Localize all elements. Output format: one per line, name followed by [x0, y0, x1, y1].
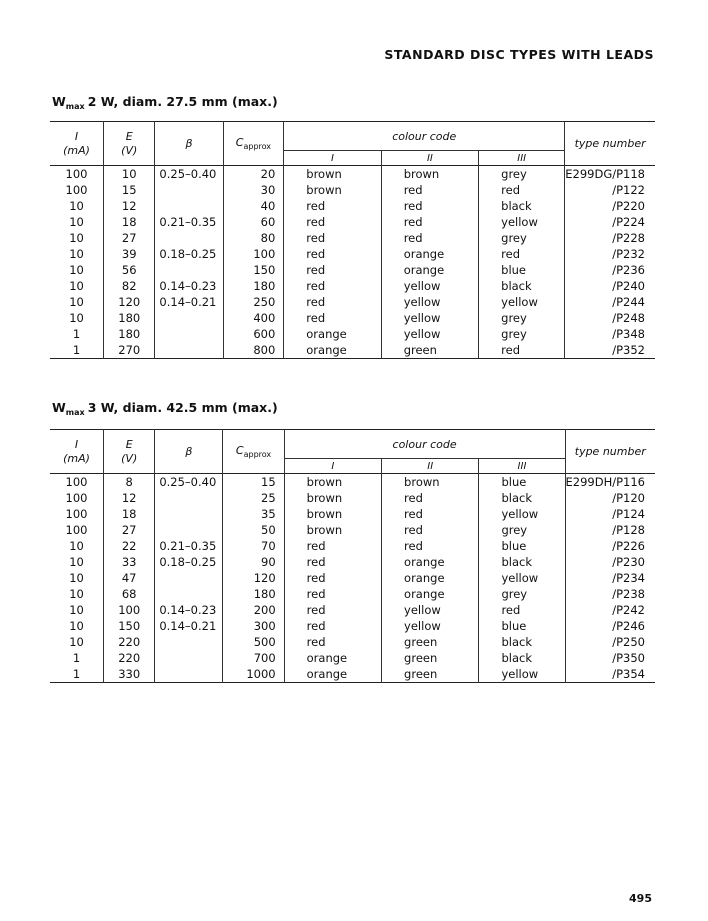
- cell-colour-2: yellow: [381, 310, 478, 326]
- cell-voltage: 15: [104, 182, 155, 198]
- cell-beta: 0.14–0.23: [155, 602, 223, 618]
- cell-voltage: 330: [104, 666, 155, 683]
- cell-current: 1: [50, 666, 104, 683]
- col-i-header: [50, 430, 104, 474]
- table-row: [50, 342, 655, 359]
- cell-voltage: 27: [104, 230, 155, 246]
- table2-title-w: W: [52, 400, 66, 415]
- cell-capacitance: 600: [223, 326, 284, 342]
- cell-colour-1: red: [284, 310, 381, 326]
- cell-type-number: /P240: [612, 279, 645, 293]
- cell-current: 100: [50, 522, 104, 538]
- cc1-header: I: [284, 459, 381, 474]
- cell-type-number: /P242: [612, 603, 645, 617]
- cell-capacitance: 30: [223, 182, 284, 198]
- cell-beta: [155, 182, 223, 198]
- cell-colour-3: black: [479, 278, 565, 294]
- cell-type-number: /P244: [612, 295, 645, 309]
- table-row: [50, 262, 655, 278]
- table2-title: [52, 400, 278, 415]
- cell-type-number: /P248: [612, 311, 645, 325]
- cell-voltage: 12: [104, 198, 155, 214]
- table-row: [50, 554, 655, 570]
- table-row: [50, 538, 655, 554]
- cell-colour-3: yellow: [479, 570, 565, 586]
- cell-type-number: /P250: [612, 635, 645, 649]
- cell-voltage: 150: [104, 618, 155, 634]
- cell-colour-1: red: [284, 214, 381, 230]
- table1-title: [52, 94, 278, 109]
- type-number-header: type number: [574, 445, 646, 458]
- col-c-sub: approx: [243, 142, 272, 152]
- cell-beta: 0.25–0.40: [155, 166, 223, 183]
- cell-type-number: /P122: [612, 183, 645, 197]
- cell-colour-3: blue: [479, 474, 565, 491]
- cell-capacitance: 35: [223, 506, 284, 522]
- cell-voltage: 18: [104, 214, 155, 230]
- col-i-unit: (mA): [63, 143, 90, 157]
- cell-type-number: /P246: [612, 619, 645, 633]
- cell-colour-3: blue: [479, 618, 565, 634]
- cell-type-number: /P350: [612, 651, 645, 665]
- cell-colour-1: brown: [284, 166, 381, 183]
- cell-current: 10: [50, 294, 104, 310]
- table-row: [50, 182, 655, 198]
- cell-beta: [155, 522, 223, 538]
- table1-body: [50, 166, 655, 359]
- table-row: [50, 166, 655, 183]
- cell-voltage: 220: [104, 634, 155, 650]
- table-row: [50, 634, 655, 650]
- cell-capacitance: 500: [223, 634, 284, 650]
- cell-capacitance: 400: [223, 310, 284, 326]
- cell-current: 10: [50, 634, 104, 650]
- table-row: [50, 570, 655, 586]
- cell-voltage: 22: [104, 538, 155, 554]
- table-row: [50, 602, 655, 618]
- type-number-header: type number: [574, 137, 646, 150]
- cc3-header: III: [479, 459, 565, 474]
- cell-beta: [155, 262, 223, 278]
- cell-beta: [155, 342, 223, 359]
- cell-current: 10: [50, 262, 104, 278]
- table-row: [50, 230, 655, 246]
- table-row: [50, 246, 655, 262]
- cell-voltage: 220: [104, 650, 155, 666]
- table-row: [50, 506, 655, 522]
- cell-colour-2: yellow: [382, 618, 479, 634]
- cell-type-number: /P354: [612, 667, 645, 681]
- cc1-header: I: [284, 151, 381, 166]
- cell-current: 10: [50, 618, 104, 634]
- cell-colour-3: red: [479, 602, 565, 618]
- cell-colour-1: brown: [284, 182, 381, 198]
- cell-current: 10: [50, 554, 104, 570]
- cell-capacitance: 25: [223, 490, 284, 506]
- cell-colour-2: brown: [381, 166, 478, 183]
- cell-colour-1: orange: [284, 326, 381, 342]
- cell-colour-1: red: [284, 586, 381, 602]
- col-e-unit: (V): [121, 143, 138, 157]
- cell-capacitance: 20: [223, 166, 284, 183]
- cell-colour-1: red: [284, 278, 381, 294]
- cell-colour-2: red: [382, 522, 479, 538]
- cell-beta: [155, 326, 223, 342]
- cell-voltage: 56: [104, 262, 155, 278]
- cell-colour-2: green: [382, 666, 479, 683]
- table1: [50, 121, 655, 359]
- table-row: [50, 650, 655, 666]
- cell-capacitance: 180: [223, 586, 284, 602]
- cell-beta: [155, 310, 223, 326]
- cell-voltage: 82: [104, 278, 155, 294]
- cell-beta: 0.14–0.21: [155, 618, 223, 634]
- col-i-symbol: I: [74, 437, 79, 451]
- col-i-symbol: I: [74, 129, 79, 143]
- cell-current: 10: [50, 570, 104, 586]
- cell-capacitance: 120: [223, 570, 284, 586]
- cell-colour-2: red: [382, 538, 479, 554]
- cell-colour-2: red: [382, 506, 479, 522]
- cell-type-number: /P226: [612, 539, 645, 553]
- cell-type-number: /P220: [612, 199, 645, 213]
- cell-colour-2: red: [381, 214, 478, 230]
- cell-capacitance: 1000: [223, 666, 284, 683]
- cell-colour-1: red: [284, 570, 381, 586]
- cell-colour-1: red: [284, 198, 381, 214]
- cell-colour-3: grey: [479, 586, 565, 602]
- col-e-symbol: E: [125, 129, 133, 143]
- cell-capacitance: 40: [223, 198, 284, 214]
- cell-current: 10: [50, 310, 104, 326]
- cell-current: 10: [50, 198, 104, 214]
- cell-capacitance: 800: [223, 342, 284, 359]
- cell-type-number: /P228: [612, 231, 645, 245]
- cell-type-number: E299DH/P116: [565, 475, 645, 489]
- cell-beta: [155, 230, 223, 246]
- col-beta-header: β: [155, 430, 223, 474]
- cell-colour-1: red: [284, 554, 381, 570]
- cell-colour-2: orange: [382, 554, 479, 570]
- cell-voltage: 39: [104, 246, 155, 262]
- cell-capacitance: 200: [223, 602, 284, 618]
- cell-current: 10: [50, 602, 104, 618]
- cell-colour-3: red: [479, 182, 565, 198]
- cell-type-number: /P232: [612, 247, 645, 261]
- cell-colour-1: brown: [284, 506, 381, 522]
- cell-colour-1: red: [284, 618, 381, 634]
- cell-voltage: 10: [104, 166, 155, 183]
- cell-beta: [155, 634, 223, 650]
- table2-title-sub: max: [65, 408, 85, 417]
- cell-colour-1: red: [284, 538, 381, 554]
- cell-colour-1: red: [284, 230, 381, 246]
- table1-title-rest: 2 W, diam. 27.5 mm (max.): [87, 94, 278, 109]
- table-row: [50, 214, 655, 230]
- cell-type-number: /P124: [612, 507, 645, 521]
- cell-beta: 0.21–0.35: [155, 214, 223, 230]
- cell-beta: 0.18–0.25: [155, 246, 223, 262]
- cell-voltage: 27: [104, 522, 155, 538]
- cell-colour-3: red: [479, 246, 565, 262]
- cell-colour-2: red: [381, 230, 478, 246]
- cell-colour-1: brown: [284, 490, 381, 506]
- col-beta-header: β: [155, 122, 223, 166]
- cell-colour-3: yellow: [479, 666, 565, 683]
- cell-colour-2: orange: [381, 262, 478, 278]
- cell-current: 10: [50, 246, 104, 262]
- table-row: [50, 474, 655, 491]
- page-number: 495: [629, 892, 652, 905]
- cell-colour-1: orange: [284, 650, 381, 666]
- cc2-header: II: [382, 459, 479, 474]
- cell-colour-1: orange: [284, 666, 381, 683]
- cell-current: 1: [50, 650, 104, 666]
- cell-colour-3: black: [479, 198, 565, 214]
- table-row: [50, 278, 655, 294]
- cell-capacitance: 15: [223, 474, 284, 491]
- colour-code-header: colour code: [284, 430, 565, 459]
- cell-current: 10: [50, 538, 104, 554]
- cell-colour-3: blue: [479, 538, 565, 554]
- cell-colour-1: red: [284, 294, 381, 310]
- cell-type-number: /P230: [612, 555, 645, 569]
- cell-type-number: /P238: [612, 587, 645, 601]
- cell-colour-3: blue: [479, 262, 565, 278]
- cell-current: 10: [50, 214, 104, 230]
- cell-colour-1: orange: [284, 342, 381, 359]
- cell-capacitance: 50: [223, 522, 284, 538]
- table-row: [50, 198, 655, 214]
- cell-type-number: /P128: [612, 523, 645, 537]
- col-c-symbol: C: [235, 443, 244, 457]
- col-c-symbol: C: [235, 135, 244, 149]
- table1-title-sub: max: [65, 102, 85, 111]
- cell-current: 10: [50, 586, 104, 602]
- cell-colour-2: green: [382, 634, 479, 650]
- col-e-header: [104, 430, 155, 474]
- cell-capacitance: 300: [223, 618, 284, 634]
- cell-beta: [155, 666, 223, 683]
- cell-colour-3: yellow: [479, 214, 565, 230]
- cell-colour-2: red: [381, 182, 478, 198]
- cell-beta: [155, 198, 223, 214]
- cell-colour-2: red: [381, 198, 478, 214]
- cell-colour-3: grey: [479, 522, 565, 538]
- cell-beta: [155, 490, 223, 506]
- cell-voltage: 47: [104, 570, 155, 586]
- cell-colour-1: red: [284, 634, 381, 650]
- cell-beta: 0.25–0.40: [155, 474, 223, 491]
- cell-colour-3: red: [479, 342, 565, 359]
- cell-capacitance: 70: [223, 538, 284, 554]
- col-i-header: [50, 122, 104, 166]
- cell-current: 10: [50, 278, 104, 294]
- cell-colour-1: red: [284, 602, 381, 618]
- cell-colour-3: black: [479, 490, 565, 506]
- cell-voltage: 33: [104, 554, 155, 570]
- cell-colour-3: black: [479, 634, 565, 650]
- cell-capacitance: 60: [223, 214, 284, 230]
- col-c-header: [223, 122, 284, 166]
- cell-type-number: /P120: [612, 491, 645, 505]
- cell-colour-3: yellow: [479, 294, 565, 310]
- cell-colour-2: green: [382, 650, 479, 666]
- cell-colour-2: orange: [382, 586, 479, 602]
- col-c-sub: approx: [243, 450, 272, 460]
- cell-colour-2: red: [382, 490, 479, 506]
- cell-capacitance: 90: [223, 554, 284, 570]
- cc2-header: II: [381, 151, 478, 166]
- col-e-symbol: E: [125, 437, 133, 451]
- col-c-header: [223, 430, 284, 474]
- cell-capacitance: 700: [223, 650, 284, 666]
- table2-title-rest: 3 W, diam. 42.5 mm (max.): [87, 400, 278, 415]
- cell-colour-3: grey: [479, 166, 565, 183]
- col-e-header: [104, 122, 155, 166]
- cell-beta: [155, 506, 223, 522]
- cell-voltage: 100: [104, 602, 155, 618]
- cell-voltage: 8: [104, 474, 155, 491]
- cell-colour-2: green: [381, 342, 478, 359]
- cell-colour-3: grey: [479, 310, 565, 326]
- cell-capacitance: 150: [223, 262, 284, 278]
- cell-colour-3: grey: [479, 230, 565, 246]
- cell-colour-2: orange: [382, 570, 479, 586]
- cell-type-number: /P236: [612, 263, 645, 277]
- cell-colour-1: red: [284, 262, 381, 278]
- cell-colour-2: brown: [382, 474, 479, 491]
- cell-colour-1: red: [284, 246, 381, 262]
- cc3-header: III: [479, 151, 565, 166]
- cell-voltage: 18: [104, 506, 155, 522]
- cell-voltage: 180: [104, 310, 155, 326]
- cell-beta: [155, 570, 223, 586]
- cell-voltage: 68: [104, 586, 155, 602]
- cell-voltage: 270: [104, 342, 155, 359]
- table-row: [50, 522, 655, 538]
- table2-body: [50, 474, 655, 683]
- cell-colour-2: yellow: [381, 326, 478, 342]
- cell-beta: 0.14–0.23: [155, 278, 223, 294]
- cell-colour-3: yellow: [479, 506, 565, 522]
- cell-type-number: E299DG/P118: [565, 167, 645, 181]
- cell-capacitance: 80: [223, 230, 284, 246]
- cell-colour-2: yellow: [382, 602, 479, 618]
- cell-voltage: 12: [104, 490, 155, 506]
- col-i-unit: (mA): [63, 451, 90, 465]
- table-row: [50, 326, 655, 342]
- cell-beta: [155, 650, 223, 666]
- cell-beta: 0.14–0.21: [155, 294, 223, 310]
- cell-colour-2: yellow: [381, 294, 478, 310]
- table-row: [50, 618, 655, 634]
- cell-voltage: 120: [104, 294, 155, 310]
- col-e-unit: (V): [121, 451, 138, 465]
- cell-current: 10: [50, 230, 104, 246]
- cell-beta: 0.18–0.25: [155, 554, 223, 570]
- cell-current: 100: [50, 166, 104, 183]
- table-row: [50, 666, 655, 683]
- cell-type-number: /P234: [612, 571, 645, 585]
- table-row: [50, 490, 655, 506]
- cell-beta: 0.21–0.35: [155, 538, 223, 554]
- cell-colour-2: yellow: [381, 278, 478, 294]
- cell-voltage: 180: [104, 326, 155, 342]
- cell-colour-2: orange: [381, 246, 478, 262]
- cell-type-number: /P352: [612, 343, 645, 357]
- cell-type-number: /P224: [612, 215, 645, 229]
- page-header: STANDARD DISC TYPES WITH LEADS: [384, 47, 654, 62]
- table1-title-w: W: [52, 94, 66, 109]
- colour-code-header: colour code: [284, 122, 565, 151]
- cell-colour-1: brown: [284, 522, 381, 538]
- cell-colour-3: grey: [479, 326, 565, 342]
- cell-beta: [155, 586, 223, 602]
- cell-current: 100: [50, 506, 104, 522]
- table-row: [50, 310, 655, 326]
- table2: [50, 429, 655, 683]
- cell-current: 1: [50, 342, 104, 359]
- cell-colour-3: black: [479, 650, 565, 666]
- cell-current: 100: [50, 490, 104, 506]
- cell-capacitance: 100: [223, 246, 284, 262]
- cell-colour-3: black: [479, 554, 565, 570]
- table-row: [50, 294, 655, 310]
- cell-type-number: /P348: [612, 327, 645, 341]
- cell-current: 100: [50, 474, 104, 491]
- cell-current: 1: [50, 326, 104, 342]
- cell-colour-1: brown: [284, 474, 381, 491]
- cell-capacitance: 180: [223, 278, 284, 294]
- table-row: [50, 586, 655, 602]
- cell-current: 100: [50, 182, 104, 198]
- cell-capacitance: 250: [223, 294, 284, 310]
